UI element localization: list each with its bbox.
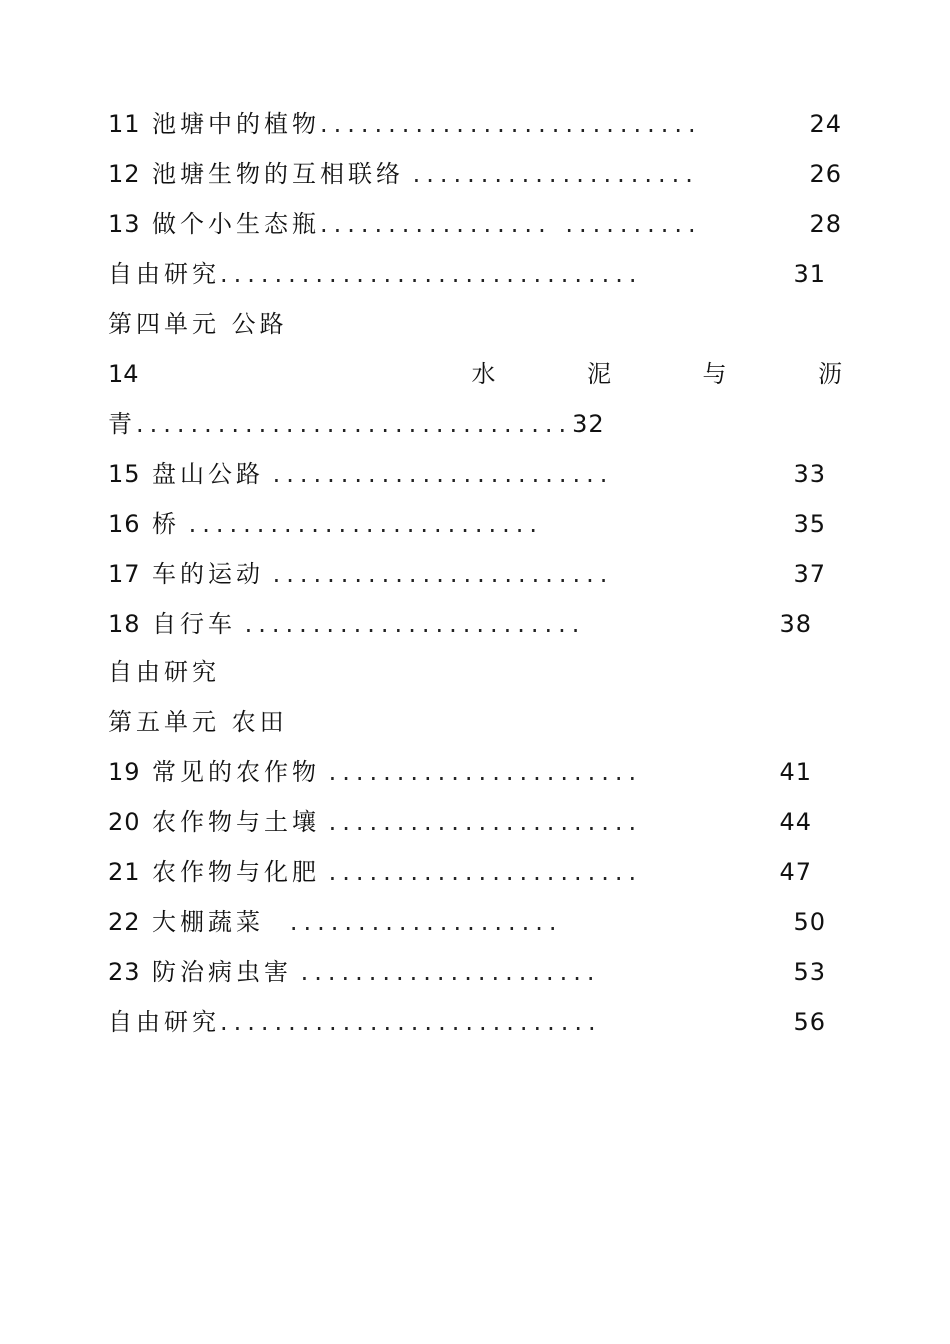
unit-title: 第五单元 农田 <box>108 708 288 736</box>
toc-entry <box>108 454 826 494</box>
page-number: 50 <box>793 908 826 936</box>
entry-number: 22 <box>108 908 141 936</box>
entry-number: 17 <box>108 560 141 588</box>
entry-number: 11 <box>108 110 141 138</box>
toc-entry <box>108 254 826 294</box>
page-number: 53 <box>793 958 826 986</box>
entry-title: 自由研究 <box>108 658 220 686</box>
dot-leader: .......................... <box>188 510 543 538</box>
entry-number: 20 <box>108 808 141 836</box>
toc-entry <box>108 104 842 144</box>
entry-number: 15 <box>108 460 141 488</box>
dot-leader: ................. .......... <box>320 210 702 238</box>
dot-leader: ....................... <box>328 808 643 836</box>
toc-entry <box>108 504 826 544</box>
entry-title: 池塘生物的互相联络 <box>152 160 404 188</box>
entry-number: 21 <box>108 858 141 886</box>
dot-leader: ...................... <box>300 958 601 986</box>
entry-number: 19 <box>108 758 141 786</box>
page-number: 37 <box>793 560 826 588</box>
entry-title: 车的运动 <box>152 560 264 588</box>
toc-entry <box>108 902 826 942</box>
entry-title: 防治病虫害 <box>152 958 292 986</box>
page-number: 41 <box>779 758 812 786</box>
page-number: 28 <box>809 210 842 238</box>
page-number: 26 <box>809 160 842 188</box>
entry-number: 23 <box>108 958 141 986</box>
toc-entry <box>108 852 812 892</box>
entry-title-char: 沥 <box>817 360 842 388</box>
toc-entry <box>108 604 812 644</box>
page-number: 35 <box>793 510 826 538</box>
page-number: 32 <box>572 410 605 438</box>
entry-title: 常见的农作物 <box>152 758 320 786</box>
dot-leader: ..................... <box>412 160 699 188</box>
unit-heading <box>108 702 288 742</box>
dot-leader: ....................... <box>328 858 643 886</box>
toc-entry <box>108 752 812 792</box>
toc-entry <box>108 802 812 842</box>
entry-title: 桥 <box>152 510 180 538</box>
unit-heading <box>108 304 288 344</box>
dot-leader: ......................... <box>272 460 614 488</box>
dot-leader: ......................... <box>272 560 614 588</box>
toc-entry <box>108 554 826 594</box>
toc-entry-continuation <box>108 404 605 444</box>
dot-leader: ............................ <box>320 110 702 138</box>
unit-title: 第四单元 公路 <box>108 310 288 338</box>
dot-leader: ................................ <box>136 410 573 438</box>
page-number: 24 <box>809 110 842 138</box>
toc-entry <box>108 154 842 194</box>
entry-number: 13 <box>108 210 141 238</box>
entry-title: 池塘中的植物 <box>152 110 320 138</box>
entry-title: 农作物与土壤 <box>152 808 320 836</box>
toc-entry <box>108 652 220 692</box>
dot-leader: ............................ <box>220 1008 602 1036</box>
page-number: 47 <box>779 858 812 886</box>
toc-entry <box>108 952 826 992</box>
entry-title-char: 泥 <box>587 360 611 388</box>
page-number: 56 <box>793 1008 826 1036</box>
dot-leader: ............................... <box>220 260 643 288</box>
dot-leader: .................... <box>289 908 563 936</box>
entry-title: 做个小生态瓶 <box>152 210 320 238</box>
entry-number: 14 <box>108 360 139 388</box>
dot-leader: ......................... <box>244 610 586 638</box>
page-number: 44 <box>779 808 812 836</box>
entry-title-char: 水 <box>471 360 496 388</box>
entry-number: 18 <box>108 610 141 638</box>
dot-leader: ....................... <box>328 758 643 786</box>
entry-title: 盘山公路 <box>152 460 264 488</box>
entry-title: 大棚蔬菜 <box>152 908 264 936</box>
page-number: 38 <box>779 610 812 638</box>
page-number: 33 <box>793 460 826 488</box>
entry-title: 自行车 <box>152 610 236 638</box>
entry-title: 农作物与化肥 <box>152 858 320 886</box>
page-number: 31 <box>793 260 826 288</box>
entry-number: 16 <box>108 510 141 538</box>
toc-entry <box>108 204 842 244</box>
entry-title-char: 与 <box>702 360 727 388</box>
entry-number: 12 <box>108 160 141 188</box>
entry-title: 自由研究 <box>108 1008 220 1036</box>
entry-title: 青 <box>108 410 136 438</box>
entry-title: 自由研究 <box>108 260 220 288</box>
toc-entry-justified <box>108 354 842 394</box>
toc-entry <box>108 1002 826 1042</box>
